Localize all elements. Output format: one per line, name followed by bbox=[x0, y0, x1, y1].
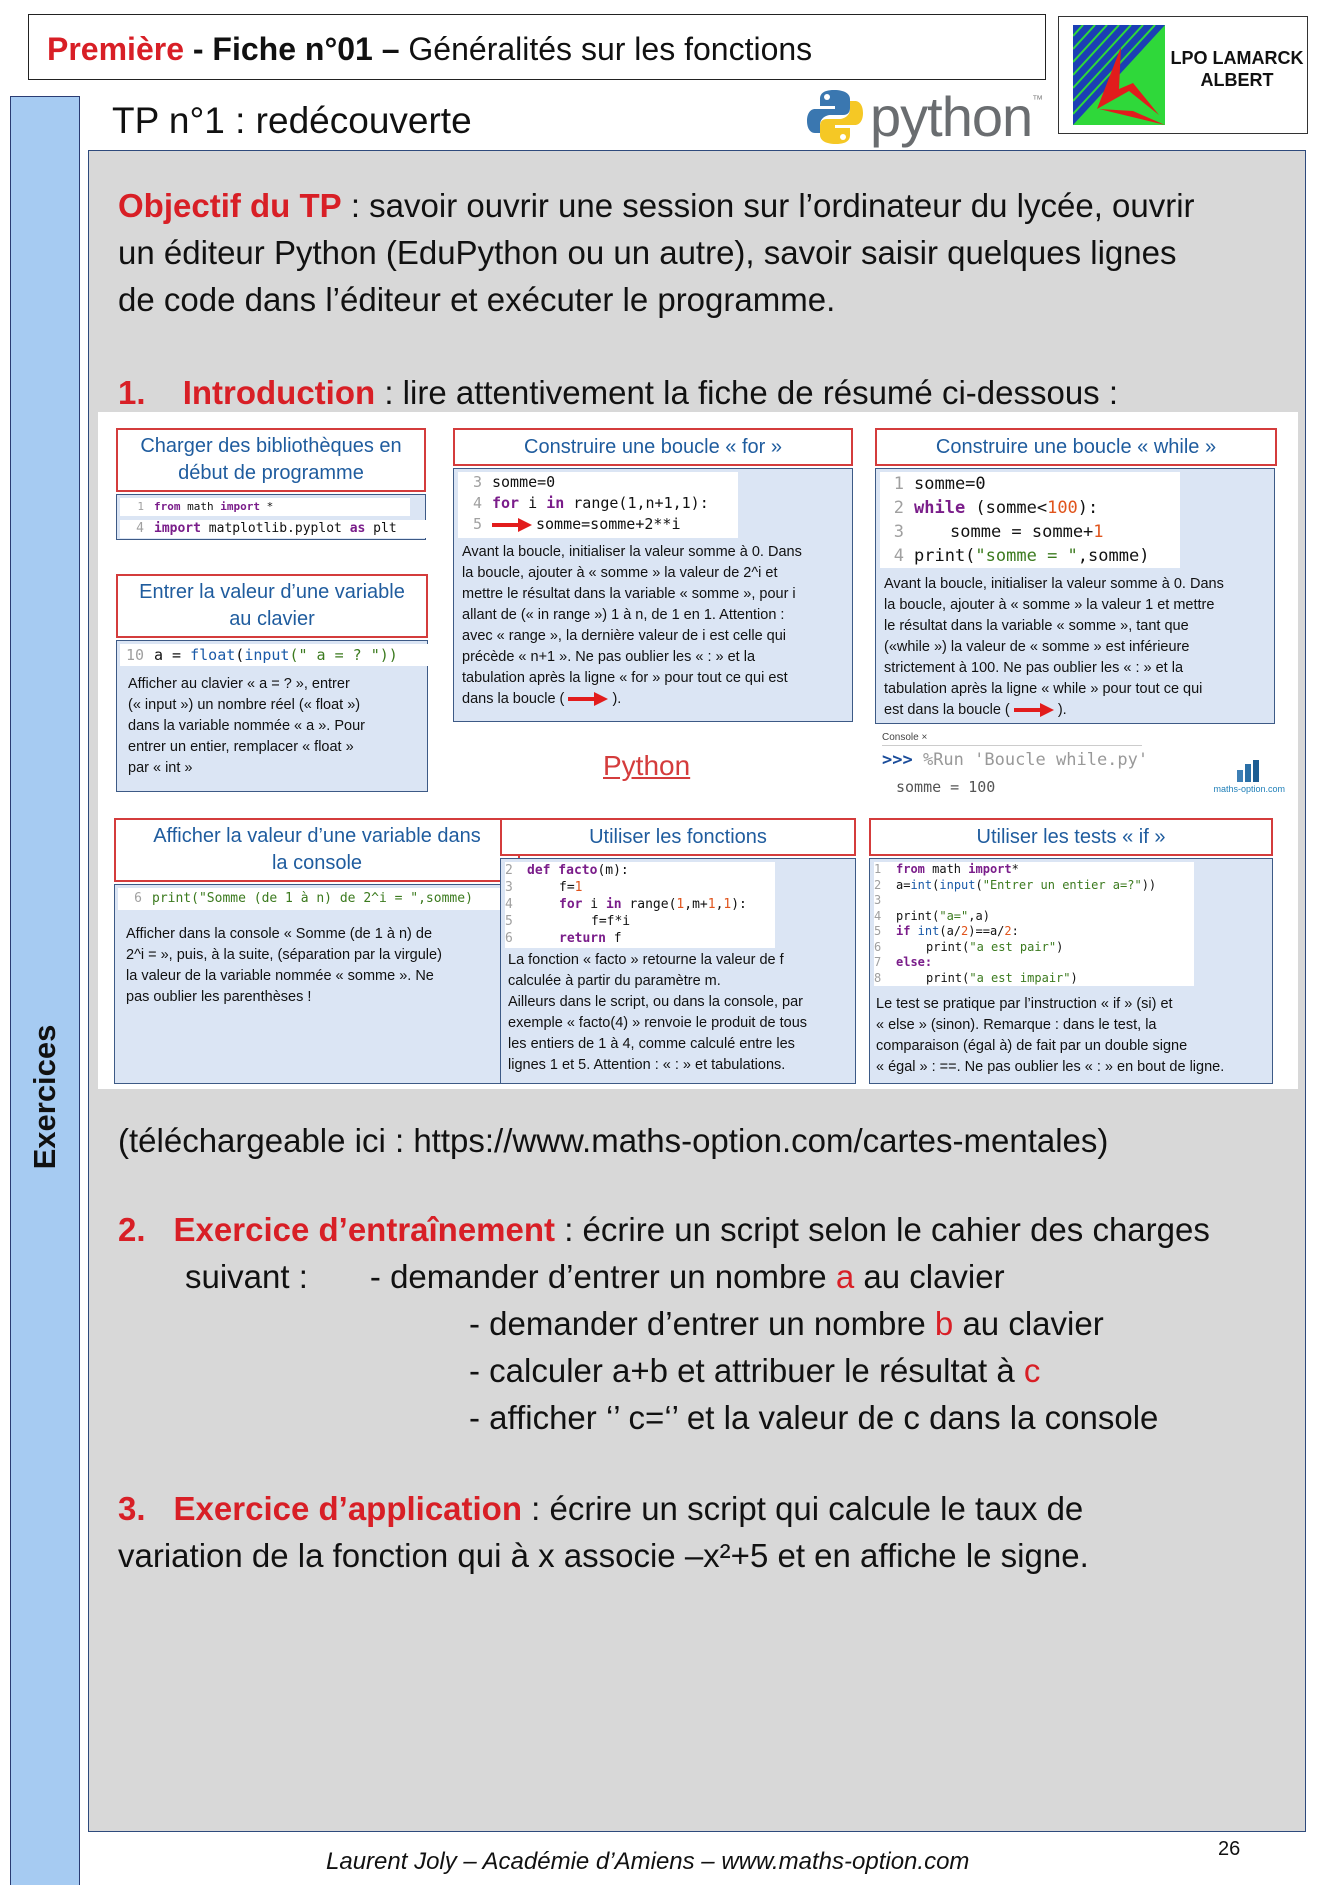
objectif-line-1: : savoir ouvrir une session sur l’ordinateur du lycée, ouvrir bbox=[341, 187, 1195, 224]
python-center-label: Python bbox=[603, 750, 691, 781]
maths-option-logo-icon bbox=[1235, 760, 1263, 782]
tests-desc: Le test se pratique par l’instruction « if » (si) et « else » (sinon). Remarque : dans le test, la comparaison (égal à) de fait par un double signe « égal » : ==. Ne pas oublier les « : » en bout de ligne. bbox=[876, 996, 1225, 1075]
python-logo bbox=[806, 84, 1043, 149]
objectif-block bbox=[118, 182, 1195, 323]
sidebar-label: Exercices bbox=[27, 1024, 62, 1170]
print-title: Afficher la valeur d’une variable dans la console bbox=[114, 818, 520, 882]
header-sep: - bbox=[183, 31, 213, 67]
libs-title: Charger des bibliothèques en début de programme bbox=[116, 428, 426, 492]
school-emblem-icon bbox=[1073, 25, 1165, 125]
section1-num: 1. bbox=[118, 374, 146, 411]
input-title: Entrer la valeur d’une variable au clavier bbox=[116, 574, 428, 638]
header-level: Première bbox=[47, 31, 184, 67]
header-fiche: Fiche n°01 – bbox=[212, 31, 400, 67]
python-tm: ™ bbox=[1032, 94, 1044, 106]
tests-code: 1 from math import* 2 a=int(input("Entrer un entier a=?")) 3 4 print("a=",a) 5 if int(a/2)==a/2: 6 print("a est pair") 7 else: 8 print("a est impair") bbox=[874, 862, 1194, 986]
arrow-right-icon bbox=[1014, 703, 1054, 717]
section1-text: : lire attentivement la fiche de résumé ci-dessous : bbox=[375, 374, 1119, 411]
while-desc: Avant la boucle, initialiser la valeur somme à 0. Dans la boucle, ajouter à « somme » la valeur 1 et mettre le résultat dans la variable « somme », tant que («while ») la valeur de « somme » est inférieure strictement à 100. Ne pas oublier les « : » et la tabulation après la ligne « while » pour tout ce qui est dans la boucle ( ). bbox=[884, 576, 1224, 718]
objectif-label: Objectif du TP bbox=[118, 187, 342, 224]
objectif-line-3: de code dans l’éditeur et exécuter le programme. bbox=[118, 281, 836, 318]
console-tab: Console × bbox=[882, 732, 1142, 746]
section3-text: : écrire un script qui calcule le taux de bbox=[522, 1490, 1084, 1527]
print-code: 6 print("Somme (de 1 à n) de 2^i = ",somme) bbox=[118, 888, 508, 910]
objectif-line-2: un éditeur Python (EduPython ou un autre), savoir saisir quelques lignes bbox=[118, 234, 1177, 271]
for-code: 3 somme=0 4 for i in range(1,n+1,1): 5 somme=somme+2**i bbox=[458, 472, 738, 538]
section2-suivant: suivant : bbox=[185, 1258, 308, 1295]
section3-line2: variation de la fonction qui à x associe –x²+5 et en affiche le signe. bbox=[118, 1537, 1089, 1574]
logo-line1: LPO LAMARCK bbox=[1170, 48, 1304, 68]
functions-desc: La fonction « facto » retourne la valeur de f calculée à partir du paramètre m. Ailleurs dans le script, ou dans la console, par exemple « facto(4) » renvoie le produit de tous les entiers de 1 à 4, comme calculé entre les lignes 1 et 5. Attention : « : » et tabulations. bbox=[508, 952, 808, 1073]
header-title: Généralités sur les fonctions bbox=[399, 31, 813, 67]
section3-label: Exercice d’application bbox=[173, 1490, 522, 1527]
summary-sheet bbox=[98, 412, 1298, 1089]
section2-item-1: - demander d’entrer un nombre a au clavier bbox=[369, 1258, 1005, 1295]
download-line: (téléchargeable ici : https://www.maths-option.com/cartes-mentales) bbox=[118, 1122, 1109, 1159]
functions-title: Utiliser les fonctions bbox=[500, 818, 856, 856]
page-header bbox=[28, 14, 1046, 80]
input-code: 10 a = float(input(" a = ? ")) bbox=[120, 644, 428, 666]
libs-code-line-2: 4 import matplotlib.pyplot as plt bbox=[120, 520, 426, 538]
section3-num: 3. bbox=[118, 1490, 146, 1527]
section2-text: : écrire un script selon le cahier des charges bbox=[555, 1211, 1210, 1248]
while-title: Construire une boucle « while » bbox=[875, 428, 1277, 466]
print-desc: Afficher dans la console « Somme (de 1 à n) de 2^i = », puis, à la suite, (séparation par la virgule) la valeur de la variable nommée « somme ». Ne pas oublier les parenthèses ! bbox=[126, 926, 442, 1005]
libs-code-line-1: 1 from math import * bbox=[120, 498, 410, 516]
functions-code: 2 def facto(m): 3 f=1 4 for i in range(1,m+1,1): 5 f=f*i 6 return f bbox=[505, 862, 775, 948]
console-site: maths-option.com bbox=[1213, 784, 1285, 794]
console-preview bbox=[876, 732, 1291, 800]
arrow-right-icon bbox=[492, 518, 532, 532]
section1-heading bbox=[118, 369, 1118, 416]
arrow-right-icon bbox=[568, 692, 608, 706]
while-code: 1 somme=0 2 while (somme<100): 3 somme = somme+1 4 print("somme = ",somme) bbox=[880, 472, 1180, 568]
section3-block bbox=[118, 1485, 1089, 1579]
tp-title: TP n°1 : redécouverte bbox=[112, 100, 472, 141]
python-word: python bbox=[870, 85, 1033, 148]
section1-label: Introduction bbox=[182, 374, 376, 411]
for-desc: Avant la boucle, initialiser la valeur somme à 0. Dans la boucle, ajouter à « somme » la valeur de 2^i et mettre le résultat dans la variable « somme », pour i allant de (« in range ») 1 à n, de 1 en 1. Attention : avec « range », la dernière valeur de i est celle qui précède « n+1 ». Ne pas oublier les « : » et la tabulation après la ligne « for » pour tout ce qui est dans la boucle ( ). bbox=[462, 544, 802, 707]
console-command: %Run 'Boucle while.py' bbox=[912, 750, 1149, 770]
section2-item-3: - calculer a+b et attribuer le résultat à c bbox=[469, 1352, 1041, 1389]
section2-num: 2. bbox=[118, 1211, 146, 1248]
sidebar bbox=[10, 96, 80, 1885]
for-title: Construire une boucle « for » bbox=[453, 428, 853, 466]
footer: Laurent Joly – Académie d’Amiens – www.maths-option.com bbox=[326, 1848, 970, 1875]
input-desc: Afficher au clavier « a = ? », entrer (« input ») un nombre réel (« float ») dans la variable nommée « a ». Pour entrer un entier, remplacer « float » par « int » bbox=[128, 676, 365, 776]
console-output: somme = 100 bbox=[896, 778, 996, 796]
python-snake-icon bbox=[806, 88, 864, 146]
section2-item-4: - afficher ‘’ c=‘’ et la valeur de c dans la console bbox=[469, 1399, 1159, 1436]
school-logo bbox=[1058, 16, 1308, 134]
logo-line2: ALBERT bbox=[1200, 70, 1274, 90]
section2-block bbox=[118, 1206, 1210, 1441]
page-number: 26 bbox=[1218, 1838, 1241, 1860]
tests-title: Utiliser les tests « if » bbox=[869, 818, 1273, 856]
console-prompt: >>> bbox=[882, 750, 913, 770]
section2-item-2: - demander d’entrer un nombre b au clavier bbox=[469, 1305, 1104, 1342]
section2-label: Exercice d’entraînement bbox=[173, 1211, 556, 1248]
